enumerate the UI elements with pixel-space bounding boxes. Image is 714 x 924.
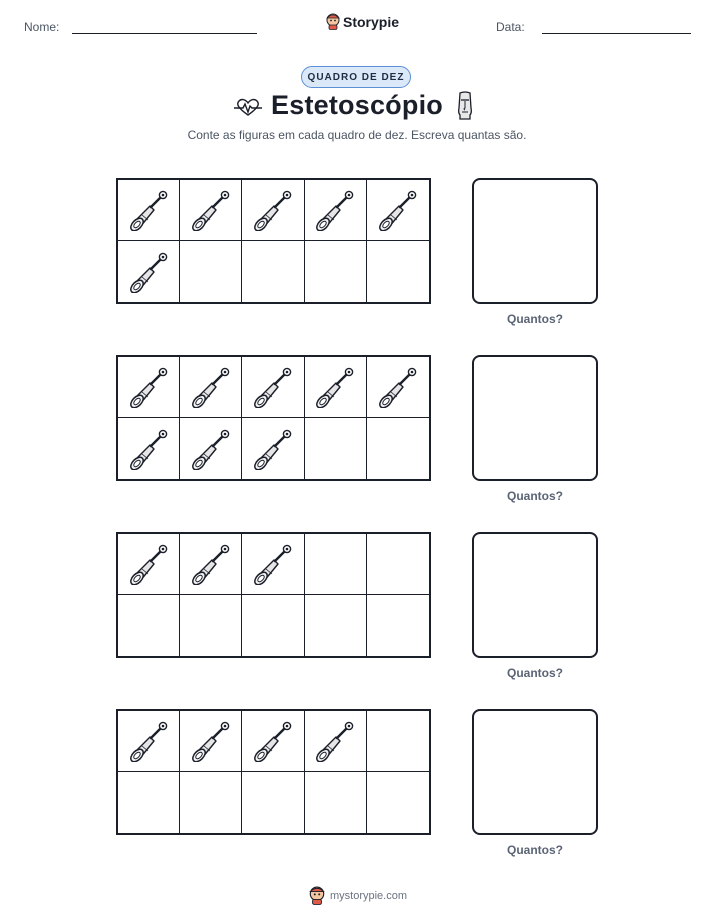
ten-frame xyxy=(116,709,431,835)
stethoscope-chestpiece-icon xyxy=(377,366,419,408)
ten-frame-cell xyxy=(367,418,429,479)
ten-frame-cell xyxy=(367,711,429,772)
stethoscope-chestpiece-icon xyxy=(128,720,170,762)
ten-frame-cell xyxy=(367,357,429,418)
date-line[interactable] xyxy=(542,33,691,34)
ten-frame-cell xyxy=(118,357,180,418)
stethoscope-chestpiece-icon xyxy=(128,251,170,293)
ten-frame-cell xyxy=(367,241,429,302)
page-title: Estetoscópio xyxy=(271,90,443,120)
stethoscope-chestpiece-icon xyxy=(190,543,232,585)
stethoscope-chestpiece-icon xyxy=(314,189,356,231)
name-label: Nome: xyxy=(24,20,60,34)
ten-frame-cell xyxy=(242,357,304,418)
instructions: Conte as figuras em cada quadro de dez. Escreva quantas são. xyxy=(187,128,527,142)
ten-frame-cell xyxy=(118,595,180,656)
ten-frame-cell xyxy=(305,357,367,418)
answer-box[interactable] xyxy=(472,355,598,481)
ten-frame-cell xyxy=(305,772,367,833)
ten-frame xyxy=(116,178,431,304)
stethoscope-chestpiece-icon xyxy=(252,189,294,231)
ten-frame-cell xyxy=(118,711,180,772)
ten-frame-cell xyxy=(242,595,304,656)
stethoscope-chestpiece-icon xyxy=(252,543,294,585)
ten-frame-cell xyxy=(367,534,429,595)
answer-label: Quantos? xyxy=(507,312,563,326)
answer-box[interactable] xyxy=(472,178,598,304)
ten-frame-cell xyxy=(305,711,367,772)
stethoscope-chestpiece-icon xyxy=(128,543,170,585)
stethoscope-chestpiece-icon xyxy=(128,366,170,408)
ten-frame-cell xyxy=(242,772,304,833)
stethoscope-chestpiece-icon xyxy=(128,428,170,470)
ten-frame-cell xyxy=(180,357,242,418)
ten-frame-cell xyxy=(367,595,429,656)
stethoscope-chestpiece-icon xyxy=(252,720,294,762)
stethoscope-chestpiece-icon xyxy=(314,720,356,762)
ten-frame-cell xyxy=(180,772,242,833)
name-line[interactable] xyxy=(72,33,257,34)
ten-frame-cell xyxy=(367,180,429,241)
moai-statue-icon xyxy=(455,91,475,121)
ten-frame-cell xyxy=(305,418,367,479)
stethoscope-chestpiece-icon xyxy=(377,189,419,231)
storypie-mascot-icon xyxy=(326,13,340,30)
worksheet-type-badge: QUADRO DE DEZ xyxy=(301,66,411,88)
storypie-mascot-icon xyxy=(308,886,326,905)
stethoscope-chestpiece-icon xyxy=(190,428,232,470)
stethoscope-chestpiece-icon xyxy=(252,428,294,470)
stethoscope-chestpiece-icon xyxy=(190,720,232,762)
ten-frame-cell xyxy=(242,180,304,241)
answer-label: Quantos? xyxy=(507,843,563,857)
ten-frame-cell xyxy=(118,418,180,479)
answer-label: Quantos? xyxy=(507,489,563,503)
stethoscope-chestpiece-icon xyxy=(252,366,294,408)
ten-frame-cell xyxy=(305,180,367,241)
footer-url: mystorypie.com xyxy=(330,889,408,902)
ten-frame-cell xyxy=(180,418,242,479)
ten-frame-cell xyxy=(180,180,242,241)
ten-frame-cell xyxy=(118,241,180,302)
answer-label: Quantos? xyxy=(507,666,563,680)
ten-frame-cell xyxy=(305,595,367,656)
ten-frame-cell xyxy=(118,534,180,595)
answer-box[interactable] xyxy=(472,532,598,658)
ten-frame-cell xyxy=(242,711,304,772)
brand-name: Storypie xyxy=(343,13,400,30)
brand-logo xyxy=(326,13,399,30)
stethoscope-chestpiece-icon xyxy=(190,366,232,408)
ten-frame-cell xyxy=(305,241,367,302)
stethoscope-chestpiece-icon xyxy=(128,189,170,231)
ten-frame-cell xyxy=(180,534,242,595)
ten-frame-cell xyxy=(367,772,429,833)
ten-frame xyxy=(116,355,431,481)
stethoscope-chestpiece-icon xyxy=(190,189,232,231)
stethoscope-chestpiece-icon xyxy=(314,366,356,408)
ten-frame-cell xyxy=(180,711,242,772)
ten-frame xyxy=(116,532,431,658)
ten-frame-cell xyxy=(180,241,242,302)
ten-frame-cell xyxy=(118,180,180,241)
ten-frame-cell xyxy=(305,534,367,595)
ten-frame-cell xyxy=(242,241,304,302)
footer xyxy=(308,886,407,905)
ten-frame-cell xyxy=(242,418,304,479)
ten-frame-cell xyxy=(242,534,304,595)
answer-box[interactable] xyxy=(472,709,598,835)
ten-frame-cell xyxy=(118,772,180,833)
ten-frame-cell xyxy=(180,595,242,656)
date-label: Data: xyxy=(496,20,525,34)
